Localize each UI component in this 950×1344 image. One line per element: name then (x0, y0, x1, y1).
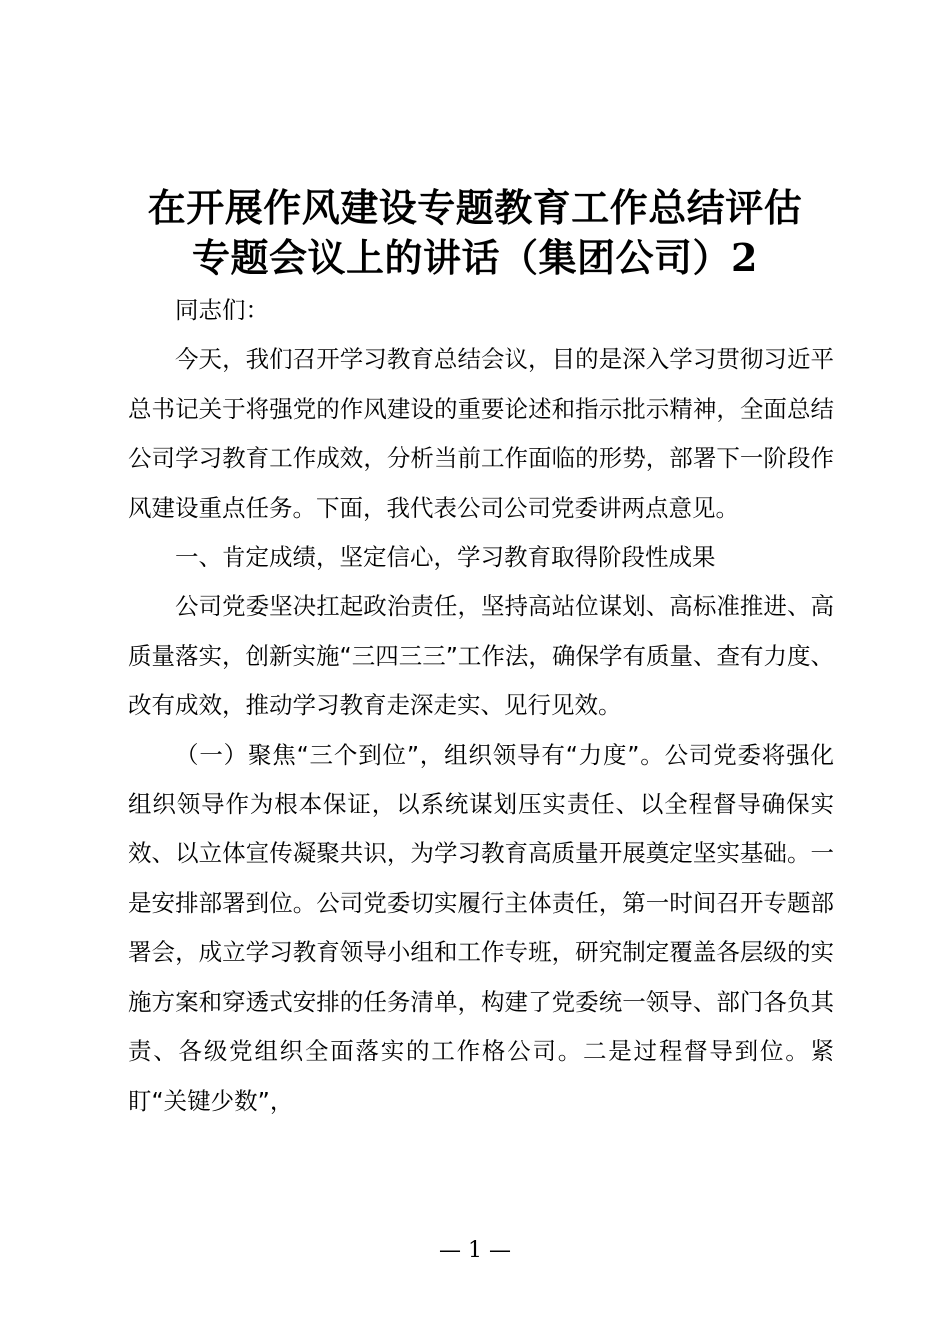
page-number: — 1 — (439, 1238, 511, 1263)
document-body (128, 286, 834, 1126)
title-line-1: 在开展作风建设专题教育工作总结评估 (147, 185, 803, 230)
section-heading-1: 一、肯定成绩，坚定信心，学习教育取得阶段性成果 (175, 543, 716, 572)
salutation: 同志们： (175, 296, 269, 324)
paragraph-section-summary: 公司党委坚决扛起政治责任，坚持高站位谋划、高标准推进、高质量落实，创新实施“三四三三”工作法，确保学有质量、查有力度、改有成效，推动学习教育走深走实、见行见效。 (128, 592, 834, 720)
document-title (100, 183, 850, 283)
title-line-2: 专题会议上的讲话（集团公司）2 (192, 235, 758, 280)
paragraph-intro: 今天，我们召开学习教育总结会议，目的是深入学习贯彻习近平总书记关于将强党的作风建设的重要论述和指示批示精神，全面总结公司学习教育工作成效，分析当前工作面临的形势，部署下一阶段作风建设重点任务。下面，我代表公司公司党委讲两点意见。 (128, 345, 834, 522)
paragraph-subsection-1: （一）聚焦“三个到位”，组织领导有“力度”。公司党委将强化组织领导作为根本保证，以系统谋划压实责任、以全程督导确保实效、以立体宣传凝聚共识，为学习教育高质量开展奠定坚实基础。一是安排部署到位。公司党委切实履行主体责任，第一时间召开专题部署会，成立学习教育领导小组和工作专班，研究制定覆盖各层级的实施方案和穿透式安排的任务清单，构建了党委统一领导、部门各负其责、各级党组织全面落实的工作格公司。二是过程督导到位。紧盯“关键少数”， (128, 740, 834, 1115)
